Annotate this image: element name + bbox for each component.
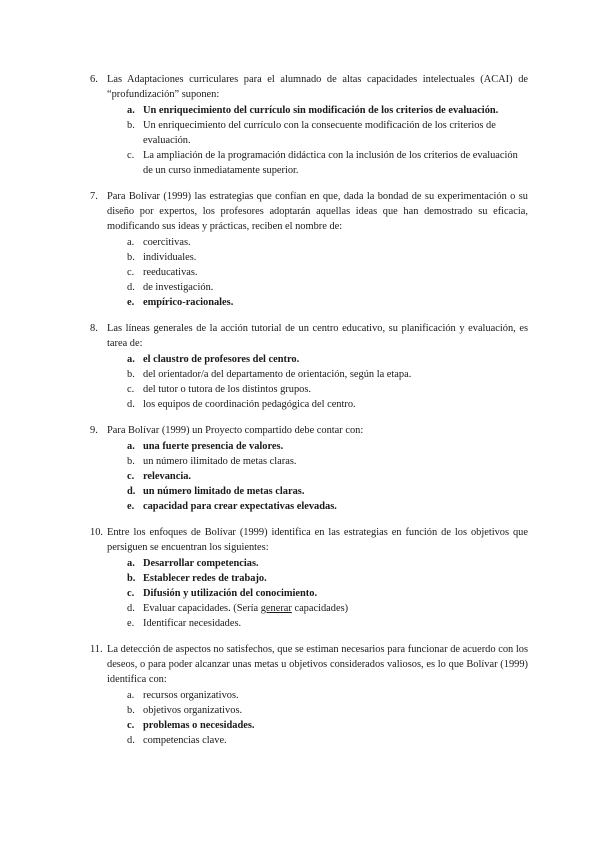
option-text: Evaluar capacidades. (Sería [143, 603, 261, 614]
question-8 [90, 321, 528, 412]
option-b [127, 571, 528, 586]
option-letter: c. [127, 588, 135, 599]
option-letter: a. [127, 354, 135, 365]
option-a [127, 688, 528, 703]
option-text: empírico-racionales. [143, 297, 234, 308]
option-b [127, 250, 528, 265]
option-letter: e. [127, 297, 135, 308]
option-text: Identificar necesidades. [143, 618, 242, 629]
option-text: coercitivas. [143, 237, 191, 248]
question-text: Las Adaptaciones curriculares para el alumnado de altas capacidades intelectuales (ACAI) de “profundización” suponen: [107, 74, 528, 100]
option-text: una fuerte presencia de valores. [143, 441, 284, 452]
option-letter: e. [127, 618, 135, 629]
question-text: Las líneas generales de la acción tutorial de un centro educativo, su planificación y evaluación, es tarea de: [107, 323, 528, 349]
option-e [127, 295, 528, 310]
option-letter: b. [127, 120, 135, 131]
option-c [127, 586, 528, 601]
option-e [127, 616, 528, 631]
option-text-suffix: capacidades) [291, 603, 349, 614]
option-c [127, 382, 528, 397]
option-c [127, 148, 528, 178]
question-11 [90, 642, 528, 748]
option-text: los equipos de coordinación pedagógica del centro. [143, 399, 356, 410]
question-number: 9. [90, 425, 98, 436]
options-list [127, 556, 528, 631]
option-text: individuales. [143, 252, 197, 263]
option-d [127, 484, 528, 499]
option-e [127, 499, 528, 514]
option-letter: a. [127, 690, 135, 701]
question-text: Entre los enfoques de Bolívar (1999) identifica en las estrategias en función de los objetivos que persiguen se encuentran los siguientes: [107, 527, 528, 553]
option-a [127, 352, 528, 367]
option-letter: c. [127, 267, 135, 278]
option-c [127, 718, 528, 733]
question-number: 7. [90, 191, 98, 202]
option-letter: d. [127, 399, 135, 410]
option-text: de investigación. [143, 282, 214, 293]
option-b [127, 454, 528, 469]
option-letter: d. [127, 735, 135, 746]
option-c [127, 265, 528, 280]
option-text: del tutor o tutora de los distintos grupos. [143, 384, 311, 395]
option-letter: b. [127, 456, 135, 467]
option-text: Establecer redes de trabajo. [143, 573, 267, 584]
option-letter: c. [127, 384, 135, 395]
option-underlined-word: generar [260, 603, 292, 614]
question-number: 11. [90, 644, 103, 655]
option-letter: a. [127, 441, 135, 452]
option-b [127, 367, 528, 382]
option-text: Un enriquecimiento del currículo sin modificación de los criterios de evaluación. [143, 105, 499, 116]
option-letter: c. [127, 471, 135, 482]
option-letter: e. [127, 501, 135, 512]
option-text: Un enriquecimiento del currículo con la consecuente modificación de los criterios de evaluación. [143, 120, 496, 146]
option-letter: c. [127, 720, 135, 731]
option-letter: d. [127, 603, 135, 614]
option-a [127, 556, 528, 571]
option-letter: b. [127, 705, 135, 716]
question-text: La detección de aspectos no satisfechos, que se estiman necesarios para funcionar de acuerdo con los deseos, o para poder alcanzar unas metas u objetivos considerados valiosos, es lo que Bolívar (1999) identifica con: [107, 644, 528, 685]
option-text: un número limitado de metas claras. [143, 486, 305, 497]
question-text: Para Bolívar (1999) un Proyecto compartido debe contar con: [107, 425, 364, 436]
option-b [127, 118, 528, 148]
option-text: La ampliación de la programación didáctica con la inclusión de los criterios de evaluación de un curso inmediatamente superior. [143, 150, 518, 176]
option-a [127, 235, 528, 250]
option-letter: a. [127, 558, 135, 569]
option-letter: a. [127, 237, 135, 248]
question-number: 8. [90, 323, 98, 334]
option-letter: a. [127, 105, 135, 116]
option-letter: d. [127, 486, 136, 497]
question-text: Para Bolívar (1999) las estrategias que confían en que, dada la bondad de su experimentación o su diseño por expertos, los profesores adoptarán aquellas ideas que han demostrado su eficacia, modificando sus ideas y prácticas, reciben el nombre de: [107, 191, 528, 232]
option-d [127, 397, 528, 412]
option-d [127, 601, 528, 616]
option-letter: b. [127, 369, 135, 380]
option-letter: b. [127, 252, 135, 263]
options-list [127, 688, 528, 748]
option-letter: b. [127, 573, 136, 584]
question-10 [90, 525, 528, 631]
option-b [127, 703, 528, 718]
option-text: Difusión y utilización del conocimiento. [143, 588, 318, 599]
option-text: relevancia. [143, 471, 191, 482]
option-letter: d. [127, 282, 135, 293]
option-a [127, 103, 528, 118]
option-text: competencias clave. [143, 735, 227, 746]
question-7 [90, 189, 528, 310]
option-text: capacidad para crear expectativas elevadas. [143, 501, 337, 512]
options-list [127, 235, 528, 310]
option-letter: c. [127, 150, 135, 161]
option-text: objetivos organizativos. [143, 705, 243, 716]
option-text: Desarrollar competencias. [143, 558, 259, 569]
question-number: 6. [90, 74, 98, 85]
question-9 [90, 423, 528, 514]
option-text: el claustro de profesores del centro. [143, 354, 300, 365]
options-list [127, 352, 528, 412]
option-a [127, 439, 528, 454]
option-text: reeducativas. [143, 267, 198, 278]
option-text: recursos organizativos. [143, 690, 239, 701]
question-6 [90, 72, 528, 178]
question-number: 10. [90, 527, 103, 538]
option-c [127, 469, 528, 484]
option-text: un número ilimitado de metas claras. [143, 456, 297, 467]
options-list [127, 103, 528, 178]
option-text: problemas o necesidades. [143, 720, 255, 731]
option-text: del orientador/a del departamento de orientación, según la etapa. [143, 369, 412, 380]
option-d [127, 280, 528, 295]
options-list [127, 439, 528, 514]
option-d [127, 733, 528, 748]
